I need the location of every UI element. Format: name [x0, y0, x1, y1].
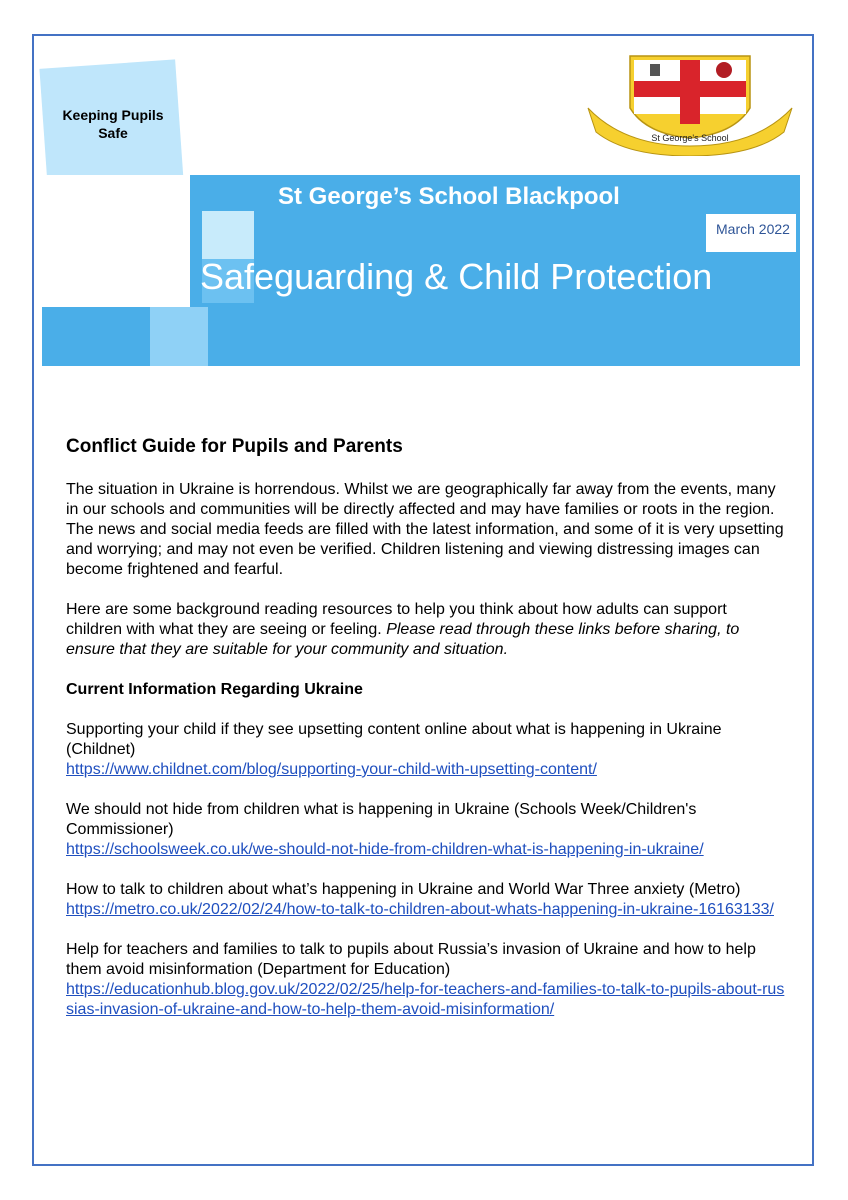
banner-decor-square [202, 211, 254, 259]
school-logo [584, 48, 796, 156]
resource-title: We should not hide from children what is happening in Ukraine (Schools Week/Children's Commissioner) [66, 801, 697, 838]
logo-caption: St George's School [651, 133, 729, 143]
resource-item [66, 880, 786, 920]
page-title: Safeguarding & Child Protection [200, 256, 713, 297]
resource-link[interactable]: https://metro.co.uk/2022/02/24/how-to-talk-to-children-about-whats-happening-in-ukraine-16163133/ [66, 901, 774, 918]
resource-title: Supporting your child if they see upsetting content online about what is happening in Ukraine (Childnet) [66, 721, 722, 758]
resource-item [66, 720, 786, 780]
resources-intro-note: Please read through these links before sharing, to ensure that they are suitable for your community and situation. [66, 621, 740, 658]
main-content [66, 434, 786, 1040]
banner-decor-square [150, 307, 208, 366]
resources-intro [66, 600, 786, 660]
resource-item [66, 940, 786, 1020]
resource-link[interactable]: https://schoolsweek.co.uk/we-should-not-hide-from-children-what-is-happening-in-ukraine/ [66, 841, 704, 858]
resource-item [66, 800, 786, 860]
ukraine-info-heading: Current Information Regarding Ukraine [66, 681, 363, 698]
resource-link[interactable]: https://educationhub.blog.gov.uk/2022/02/25/help-for-teachers-and-families-to-talk-to-pupils-about-russias-invasion-of-ukraine-and-how-to-help-them-avoid-misinformation/ [66, 981, 785, 1018]
newsletter-date: March 2022 [716, 221, 790, 237]
banner-decor-square [42, 175, 190, 307]
resource-link[interactable]: https://www.childnet.com/blog/supporting-your-child-with-upsetting-content/ [66, 761, 597, 778]
school-name: St George’s School Blackpool [278, 183, 620, 210]
resource-title: How to talk to children about what’s happening in Ukraine and World War Three anxiety (Metro) [66, 881, 741, 898]
badge-text: Keeping Pupils Safe [62, 107, 164, 141]
intro-paragraph: The situation in Ukraine is horrendous. Whilst we are geographically far away from the events, many in our schools and communities will be directly affected and may have families or roots in the region. The news and social media feeds are filled with the latest information, and some of it is very upsetting and worrying; and may not even be verified. Children listening and viewing distressing images can become frightened and fearful. [66, 481, 784, 578]
resource-title: Help for teachers and families to talk to pupils about Russia’s invasion of Ukraine and how to help them avoid misinformation (Department for Education) [66, 941, 756, 978]
guide-heading: Conflict Guide for Pupils and Parents [66, 436, 403, 457]
resources-intro-text: Here are some background reading resources to help you think about how adults can support children with what they are seeing or feeling. [66, 601, 727, 638]
